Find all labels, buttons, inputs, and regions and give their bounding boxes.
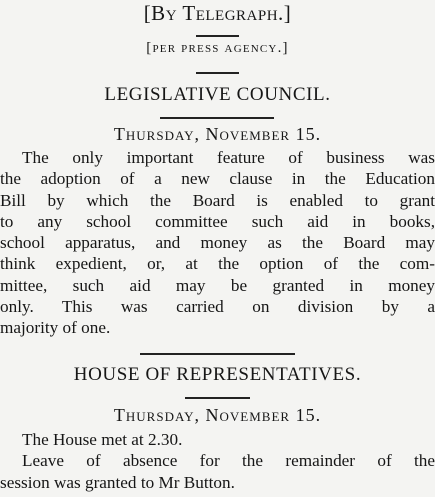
article-line: to any school committee such aid in books,: [0, 211, 435, 231]
article-line: The House met at 2.30.: [22, 430, 183, 449]
article-line: school apparatus, and money as the Board may: [0, 233, 435, 253]
divider-rule: [185, 397, 250, 399]
article-line: majority of one.: [0, 318, 111, 338]
article-line: think expedient, or, at the option of the com-: [0, 254, 435, 274]
section-date-house: Thursday, November 15.: [113, 405, 322, 425]
article-line: The only important feature of business was: [22, 148, 435, 167]
agency-heading: [per press agency.]: [146, 40, 289, 56]
divider-rule: [140, 353, 295, 355]
divider-rule: [196, 72, 239, 74]
section-date-council: Thursday, November 15.: [113, 124, 322, 144]
article-line: mittee, such aid may be granted in money: [0, 275, 435, 295]
article-paragraph-house: [0, 429, 435, 493]
section-title-house: HOUSE OF REPRESENTATIVES.: [73, 364, 362, 385]
telegraph-heading: [By Telegraph.]: [143, 1, 292, 25]
divider-rule: [160, 117, 274, 119]
section-title-council: LEGISLATIVE COUNCIL.: [104, 84, 331, 105]
article-line: the adoption of a new clause in the Education: [0, 169, 435, 189]
article-line: session was granted to Mr Button.: [0, 472, 235, 492]
article-line: only. This was carried on division by a: [0, 297, 435, 317]
article-line: Bill by which the Board is enabled to grant: [0, 190, 435, 210]
divider-rule: [196, 35, 239, 37]
article-paragraph-council: [0, 147, 435, 339]
article-line: Leave of absence for the remainder of the: [22, 451, 435, 471]
